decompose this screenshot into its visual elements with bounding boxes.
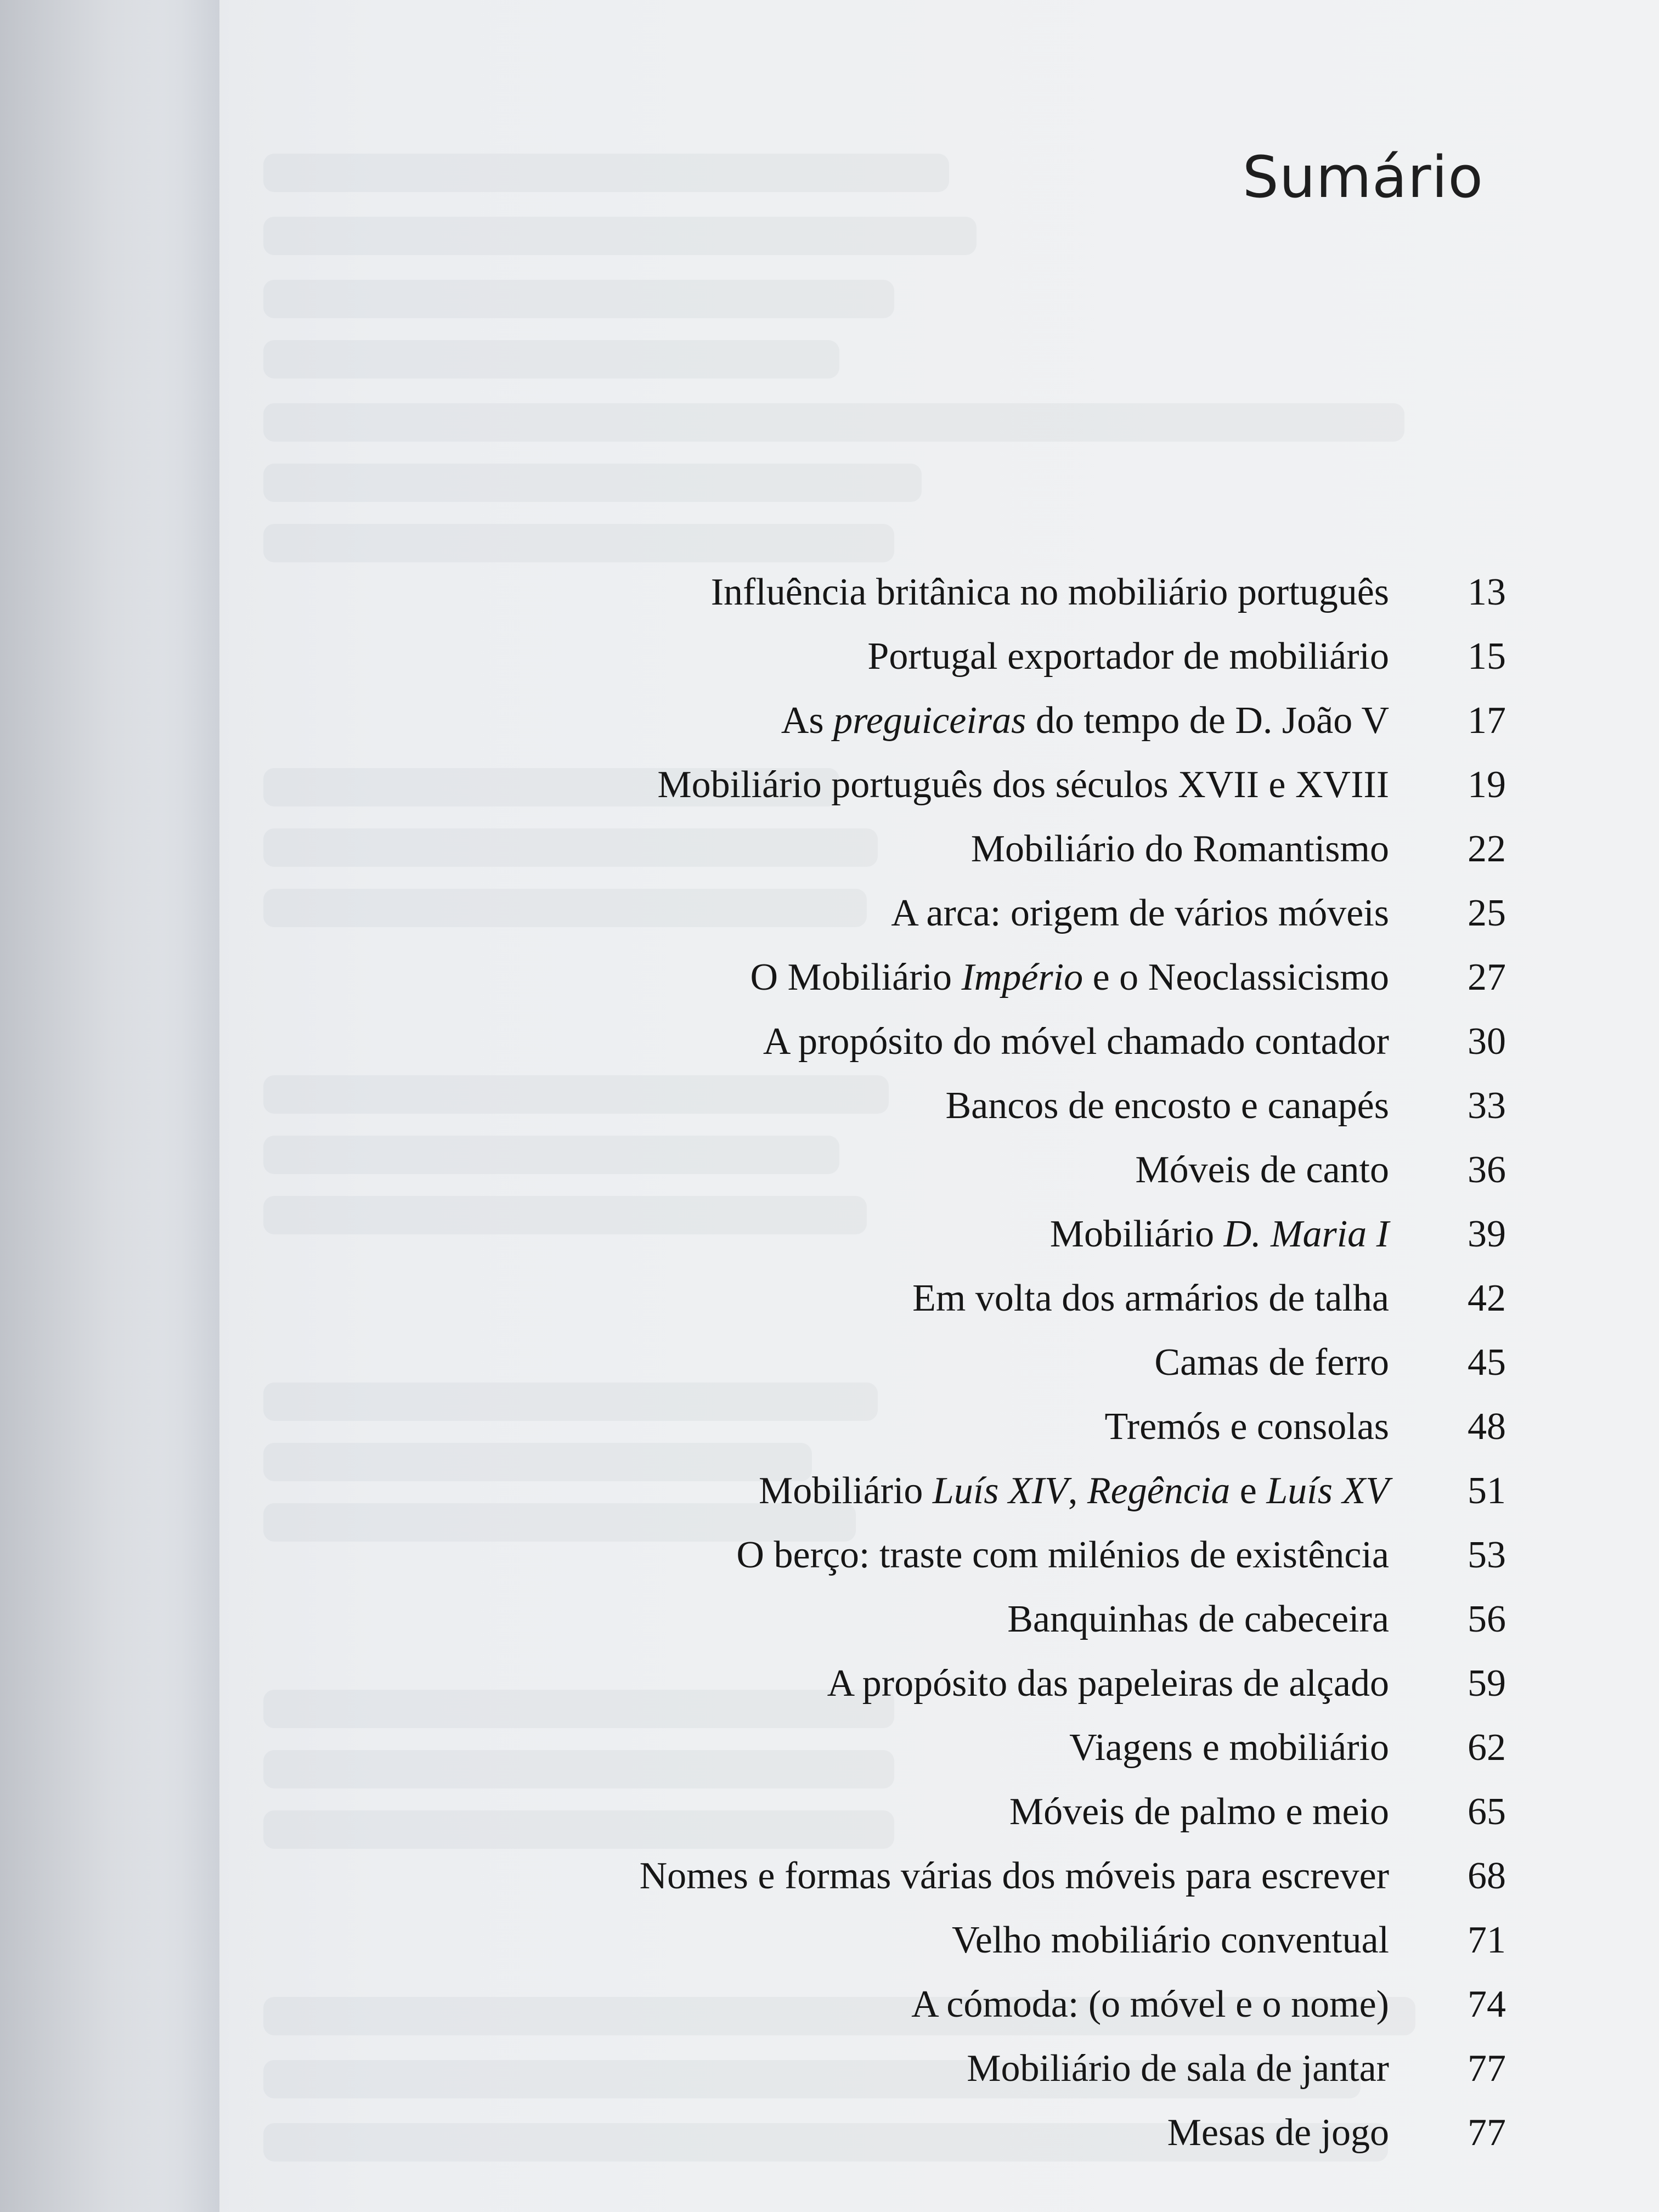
toc-entry-page: 19 [1468, 764, 1506, 806]
toc-entry-title: Móveis de palmo e meio [1009, 1791, 1389, 1833]
toc-entry-page: 39 [1468, 1213, 1506, 1255]
toc-entry [0, 1785, 1659, 1839]
toc-entry-title: O Mobiliário Império e o Neoclassicismo [750, 956, 1389, 998]
toc-entry-page: 15 [1468, 635, 1506, 678]
toc-entry [0, 1014, 1659, 1069]
toc-entry-page: 68 [1468, 1855, 1506, 1897]
toc-entry-page: 51 [1468, 1470, 1506, 1512]
toc-entry [0, 2041, 1659, 2096]
toc-entry [0, 1400, 1659, 1454]
toc-entry-title: Tremós e consolas [1104, 1406, 1389, 1448]
toc-entry [0, 1207, 1659, 1262]
toc-entry-title: A arca: origem de vários móveis [891, 892, 1389, 934]
toc-entry-title: Mesas de jogo [1167, 2112, 1389, 2154]
toc-entry-page: 65 [1468, 1791, 1506, 1833]
toc-entry-page: 42 [1468, 1277, 1506, 1319]
toc-entry [0, 1079, 1659, 1133]
toc-entry-title: Mobiliário de sala de jantar [967, 2047, 1389, 2090]
toc-entry [0, 693, 1659, 748]
toc-entry-title: Banquinhas de cabeceira [1007, 1598, 1389, 1640]
toc-entry [0, 886, 1659, 941]
toc-entry-page: 17 [1468, 699, 1506, 742]
toc-entry-title: As preguiceiras do tempo de D. João V [781, 699, 1389, 742]
toc-entry [0, 950, 1659, 1005]
toc-entry [0, 1464, 1659, 1519]
toc-entry-page: 36 [1468, 1149, 1506, 1191]
toc-entry-title: Viagens e mobiliário [1069, 1726, 1389, 1769]
toc-entry-page: 48 [1468, 1406, 1506, 1448]
toc-entry-title: Móveis de canto [1135, 1149, 1389, 1191]
toc-entry-page: 30 [1468, 1020, 1506, 1063]
toc-entry-title: Mobiliário português dos séculos XVII e XVIII [657, 764, 1389, 806]
table-of-contents [0, 565, 1659, 2178]
toc-entry-page: 77 [1468, 2112, 1506, 2154]
toc-entry [0, 629, 1659, 684]
toc-entry-title: Mobiliário D. Maria I [1049, 1213, 1389, 1255]
toc-entry-title: Portugal exportador de mobiliário [867, 635, 1389, 678]
toc-entry-title: Velho mobiliário conventual [951, 1919, 1389, 1961]
toc-entry [0, 1913, 1659, 1968]
page-title: Sumário [1242, 144, 1483, 211]
toc-entry-title: A propósito do móvel chamado contador [763, 1020, 1389, 1063]
toc-entry-page: 59 [1468, 1662, 1506, 1705]
toc-entry-page: 13 [1468, 571, 1506, 613]
toc-entry-title: O berço: traste com milénios de existência [736, 1534, 1389, 1576]
toc-entry-page: 74 [1468, 1983, 1506, 2025]
toc-entry-title: Nomes e formas várias dos móveis para escrever [639, 1855, 1389, 1897]
toc-entry-page: 71 [1468, 1919, 1506, 1961]
toc-entry [0, 1849, 1659, 1904]
toc-entry [0, 565, 1659, 620]
toc-entry [0, 1335, 1659, 1390]
toc-entry-title: Mobiliário do Romantismo [970, 828, 1389, 870]
toc-entry [0, 2106, 1659, 2160]
toc-entry-page: 53 [1468, 1534, 1506, 1576]
toc-entry-page: 33 [1468, 1085, 1506, 1127]
toc-entry-title: Em volta dos armários de talha [912, 1277, 1389, 1319]
toc-entry [0, 1720, 1659, 1775]
toc-entry-title: Bancos de encosto e canapés [945, 1085, 1389, 1127]
toc-entry-title: A propósito das papeleiras de alçado [827, 1662, 1389, 1705]
toc-entry-page: 45 [1468, 1341, 1506, 1384]
toc-entry [0, 1977, 1659, 2032]
toc-entry [0, 822, 1659, 877]
toc-entry [0, 1271, 1659, 1326]
toc-entry-page: 62 [1468, 1726, 1506, 1769]
toc-entry-page: 77 [1468, 2047, 1506, 2090]
toc-entry-title: Influência britânica no mobiliário português [710, 571, 1389, 613]
toc-entry-page: 22 [1468, 828, 1506, 870]
toc-entry [0, 1528, 1659, 1583]
toc-entry [0, 1592, 1659, 1647]
toc-entry [0, 1656, 1659, 1711]
toc-entry-page: 25 [1468, 892, 1506, 934]
toc-entry [0, 758, 1659, 812]
toc-entry [0, 1143, 1659, 1198]
toc-entry-title: A cómoda: (o móvel e o nome) [911, 1983, 1389, 2025]
toc-entry-title: Camas de ferro [1154, 1341, 1389, 1384]
toc-entry-title: Mobiliário Luís XIV, Regência e Luís XV [758, 1470, 1389, 1512]
toc-entry-page: 56 [1468, 1598, 1506, 1640]
toc-entry-page: 27 [1468, 956, 1506, 998]
